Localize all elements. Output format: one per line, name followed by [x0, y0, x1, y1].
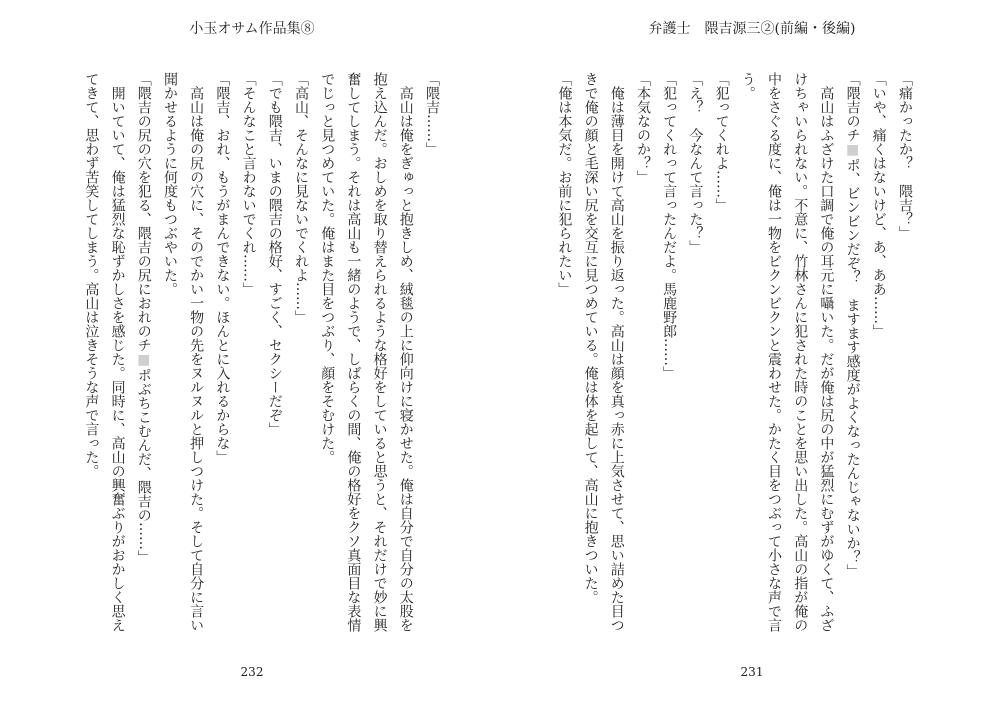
text-column: 中をさぐる度に、俺は一物をビクンビクンと震わせた。かたく目をつぶって小さな声で言 [765, 72, 782, 632]
right-page [500, 0, 1000, 709]
text-column: 「隈吉のチ■ポ、ビンビンだぞ？ ますます感度がよくなったんじゃないか？」 [844, 72, 861, 578]
text-column: 「え？ 今なんて言った？」 [687, 72, 704, 254]
text-column: 「痛かったか？ 隈吉？」 [897, 72, 913, 240]
text-column: 高山は俺の尻の穴に、そのでかい一物の先をヌルヌルと押しつけた。そして自分に言い [188, 72, 205, 632]
text-column: 「高山、そんなに見ないでくれよ……」 [292, 72, 309, 324]
page-number: 231 [740, 665, 764, 679]
body-text [551, 72, 918, 644]
text-column: う。 [739, 72, 756, 100]
censored-character: ■ [844, 142, 861, 158]
text-column: 奮してしまう。それは高山も一緒のようで、しばらくの間、俺の格好をクソ真面目な表情 [345, 72, 362, 632]
text-column: 「本気なのか？」 [634, 72, 651, 184]
text-column: 俺は薄目を開けて高山を振り返った。高山は顔を真っ赤に上気させて、思い詰めた目つ [608, 72, 625, 632]
text-column: けちゃいられない。不意に、竹林さんに犯された時のことを思い出した。高山の指が俺の [792, 72, 809, 632]
text-column: でじっと見つめていた。俺はまた目をつぶり、顔をそむけた。 [319, 72, 336, 464]
text-column: 高山はふざけた口調で俺の耳元に囁いた。だが俺は尻の中が猛烈にむずがゆくて、ふざ [818, 72, 835, 632]
text-column: 「俺は本気だ。お前に犯られたい」 [556, 72, 573, 296]
text-column: 抱え込んだ。おしめを取り替えられるような格好をしていると思うと、それだけで妙に興 [371, 72, 388, 632]
text-column: てきて、思わず苦笑してしまう。高山は泣きそうな声で言った。 [83, 72, 100, 478]
text-column: きで俺の顔と毛深い尻を交互に見つめている。俺は体を起して、高山に抱きついた。 [582, 72, 599, 604]
text-column: 「いや、痛くはないけど、あ、ああ……」 [870, 72, 887, 338]
text-column: 高山は俺をぎゅっと抱きしめ、絨毯の上に仰向けに寝かせた。俺は自分で自分の太股を [397, 72, 414, 632]
text-column: 「隈吉……」 [424, 72, 440, 156]
text-column: 「隈吉、おれ、もうがまんできない。ほんとに入れるからな」 [214, 72, 231, 464]
running-head: 小玉オサム作品集⑧ [189, 21, 315, 37]
running-head: 弁護士 隈吉源三②(前編・後編) [648, 21, 856, 37]
censored-character: ■ [135, 352, 152, 368]
page-number: 232 [240, 665, 264, 679]
text-column: 「犯ってくれって言ったんだよ。馬鹿野郎……」 [661, 72, 678, 380]
text-column: 聞かせるように何度もつぶやいた。 [161, 72, 178, 296]
text-column: 「犯ってくれよ……」 [713, 72, 730, 212]
body-text [78, 72, 445, 644]
text-column: 「でも隈吉、いまの隈吉の格好、すごく、セクシーだぞ」 [266, 72, 283, 436]
text-column: 「そんなこと言わないでくれ……」 [240, 72, 257, 296]
text-column: 「隈吉の尻の穴を犯る、隈吉の尻におれのチ■ポぶちこむんだ、隈吉の……」 [135, 72, 152, 564]
text-column: 開いていて、俺は猛烈な恥ずかしさを感じた。同時に、高山の興奮ぶりがおかしく思え [109, 72, 126, 632]
